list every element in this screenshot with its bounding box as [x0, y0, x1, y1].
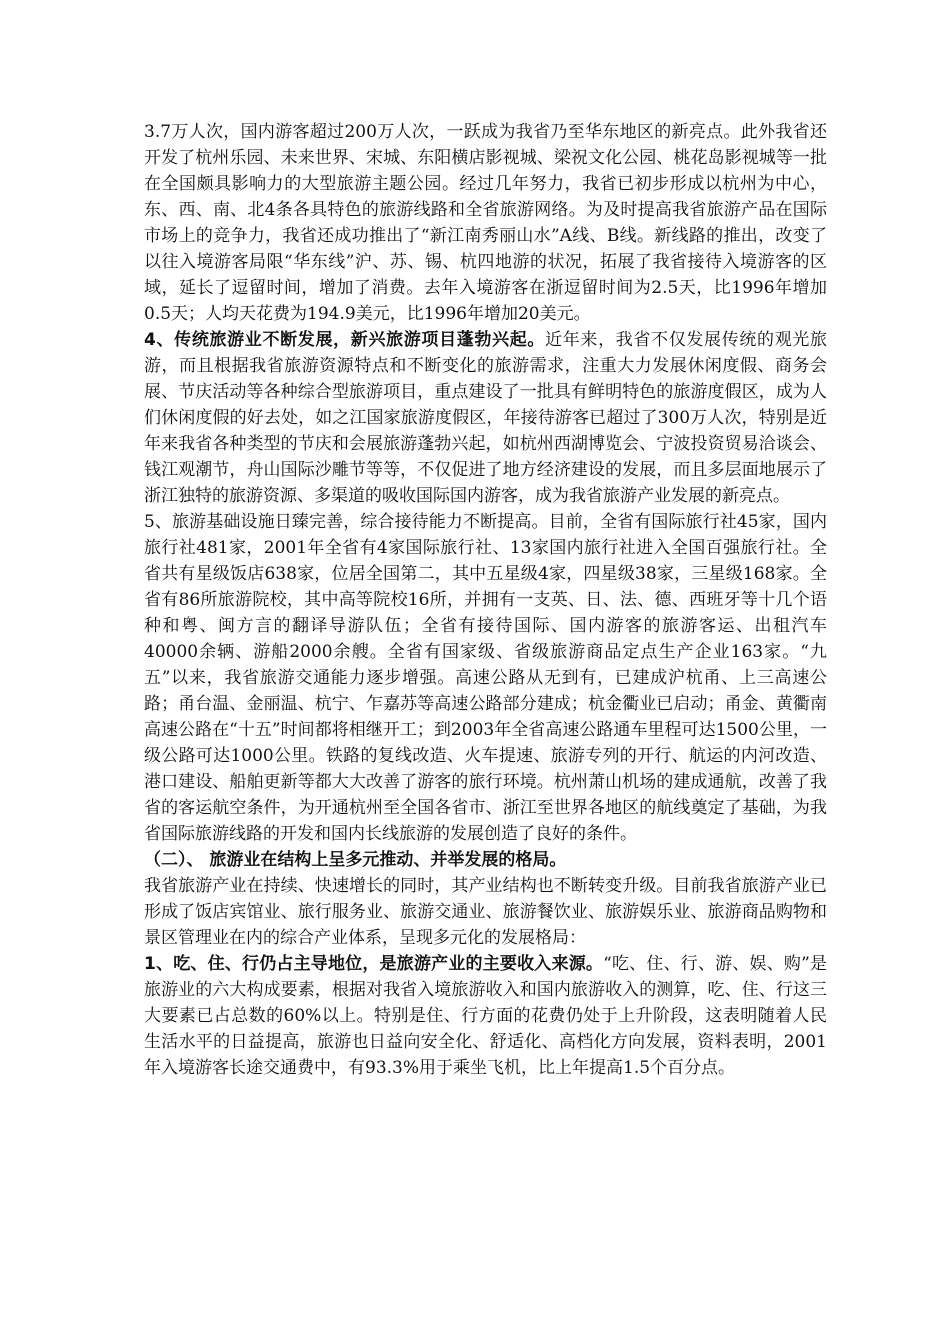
paragraph-text: 近年来，我省不仅发展传统的观光旅游，而且根据我省旅游资源特点和不断变化的旅游需求，注重大力发展休闲度假、商务会展、节庆活动等各种综合型旅游项目，重点建设了一批具有鲜明特色的旅游度假区，成为人们休闲度假的好去处，如之江国家旅游度假区，年接待游客已超过了300万人次，特别是近年来我省各种类型的节庆和会展旅游蓬勃兴起，如杭州西湖博览会、宁波投资贸易洽谈会、钱江观潮节，舟山国际沙雕节等等，不仅促进了地方经济建设的发展，而且多层面地展示了浙江独特的旅游资源、多渠道的吸收国际国内游客，成为我省旅游产业发展的新亮点。 [144, 330, 828, 506]
paragraph-text: 3.7万人次，国内游客超过200万人次，一跃成为我省乃至华东地区的新亮点。此外我省还开发了杭州乐园、未来世界、宋城、东阳横店影视城、梁祝文化公园、桃花岛影视城等一批在全国颇具影响力的大型旅游主题公园。经过几年努力，我省已初步形成以杭州为中心，东、西、南、北4条各具特色的旅游线路和全省旅游网络。为及时提高我省旅游产品在国际市场上的竞争力，我省还成功推出了“新江南秀丽山水”A线、B线。新线路的推出，改变了以往入境游客局限“华东线”沪、苏、锡、杭四地游的状况，拓展了我省接待入境游客的区域，延长了逗留时间，增加了消费。去年入境游客在浙逗留时间为2.5天，比1996年增加0.5天；人均天花费为194.9美元，比1996年增加20美元。 [144, 122, 827, 324]
paragraph-infrastructure [144, 509, 827, 847]
paragraph-text: 5、旅游基础设施日臻完善，综合接待能力不断提高。目前，全省有国际旅行社45家，国内旅行社481家，2001年全省有4家国际旅行社、13家国内旅行社进入全国百强旅行社。全省共有星级饭店638家，位居全国第二，其中五星级4家，四星级38家，三星级168家。全省有86所旅游院校，其中高等院校16所，并拥有一支英、日、法、德、西班牙等十几个语种和粤、闽方言的翻译导游队伍；全省有接待国际、国内游客的旅游客运、出租汽车40000余辆、游船2000余艘。全省有国家级、省级旅游商品定点生产企业163家。“九五”以来，我省旅游交通能力逐步增强。高速公路从无到有，已建成沪杭甬、上三高速公路；甬台温、金丽温、杭宁、乍嘉苏等高速公路部分建成；杭金衢业已启动；甬金、黄衢南高速公路在“十五”时间都将相继开工；到2003年全省高速公路通车里程可达1500公里，一级公路可达1000公里。铁路的复线改造、火车提速、旅游专列的开行、航运的内河改造、港口建设、船舶更新等都大大改善了游客的旅行环境。杭州萧山机场的建成通航，改善了我省的客运航空条件，为开通杭州至全国各省市、浙江至世界各地区的航线奠定了基础，为我省国际旅游线路的开发和国内长线旅游的发展创造了良好的条件。 [144, 512, 827, 844]
paragraph-lead: 4、传统旅游业不断发展，新兴旅游项目蓬勃兴起。 [144, 330, 546, 350]
paragraph-lead: 1、吃、住、行仍占主导地位，是旅游产业的主要收入来源。 [144, 954, 604, 974]
paragraph-emerging-tourism [144, 327, 827, 509]
paragraph-tourism-lines [144, 119, 827, 327]
section-heading: （二）、 旅游业在结构上呈多元推动、并举发展的格局。 [144, 850, 567, 870]
paragraph-text: 我省旅游产业在持续、快速增长的同时，其产业结构也不断转变升级。目前我省旅游产业已形成了饭店宾馆业、旅行服务业、旅游交通业、旅游餐饮业、旅游娱乐业、旅游商品购物和景区管理业在内的综合产业体系，呈现多元化的发展格局： [144, 876, 827, 948]
paragraph-main-revenue [144, 951, 827, 1081]
document-page [144, 119, 827, 1081]
paragraph-industry-structure [144, 873, 827, 951]
paragraph-text: “吃、住、行、游、娱、购”是旅游业的六大构成要素，根据对我省入境旅游收入和国内旅游收入的测算，吃、住、行这三大要素已占总数的60%以上。特别是住、行方面的花费仍处于上升阶段，这表明随着人民生活水平的日益提高，旅游也日益向安全化、舒适化、高档化方向发展，资料表明，2001年入境游客长途交通费中，有93.3%用于乘坐飞机，比上年提高1.5个百分点。 [144, 954, 828, 1078]
